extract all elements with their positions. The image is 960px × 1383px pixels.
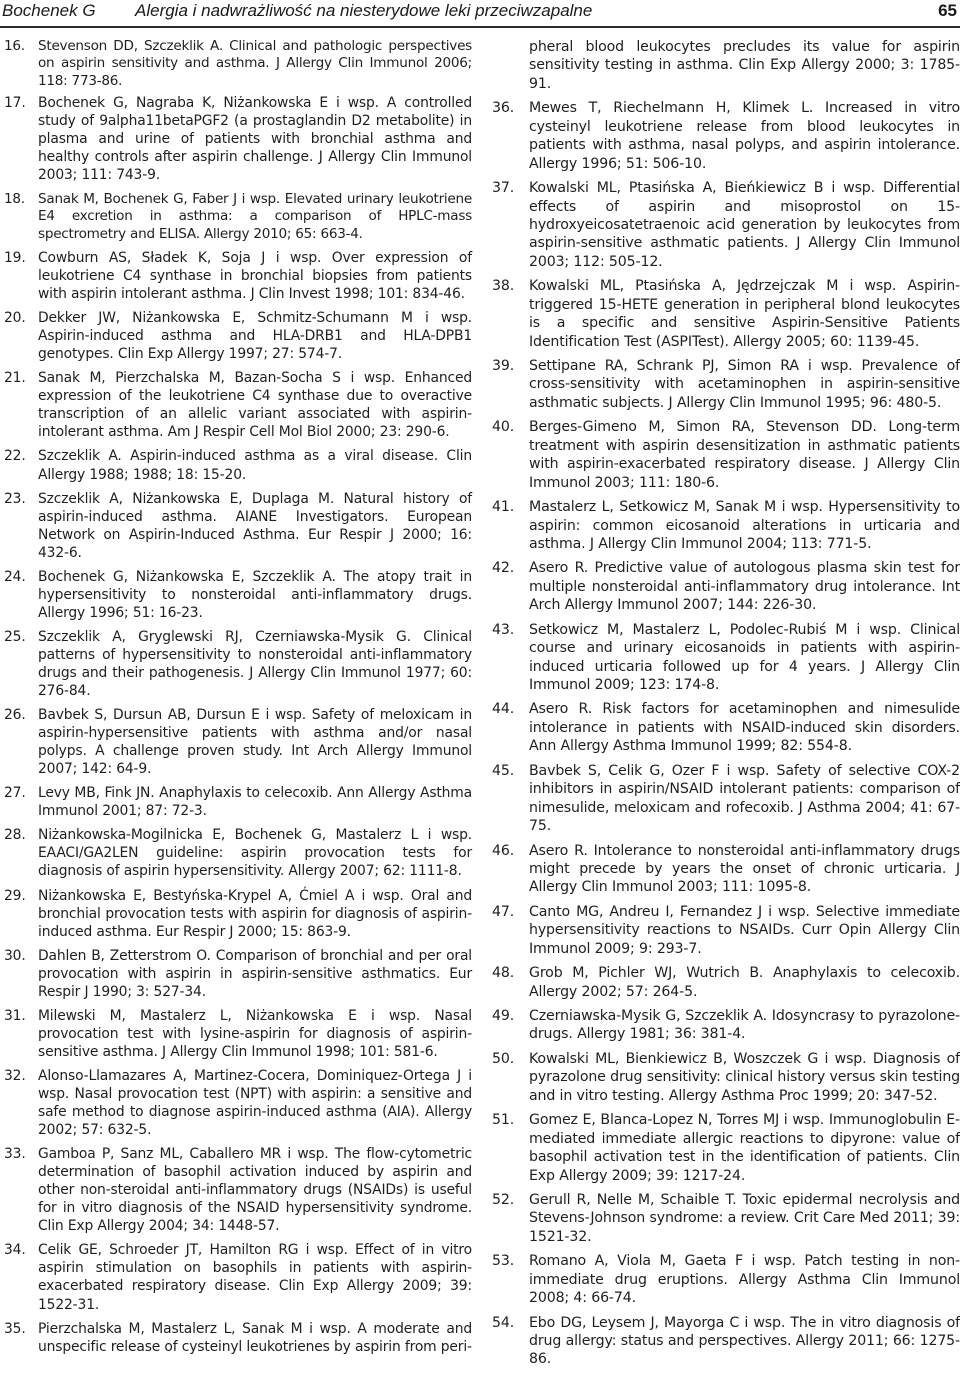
reference-item (0, 568, 472, 622)
reference-number: 52. (492, 1191, 515, 1208)
reference-item (492, 1191, 960, 1246)
reference-item (492, 1252, 960, 1307)
reference-item (0, 1320, 472, 1356)
reference-item (0, 191, 472, 243)
reference-number: 40. (492, 419, 515, 436)
reference-text: Szczeklik A, Niżankowska E, Duplaga M. Natural history of aspirin-induced asthma. AIANE Investigators. European Network on Aspirin-Induced Asthma. Eur Respir J 2000; 16: 432-6. (38, 490, 472, 561)
reference-number: 50. (492, 1050, 515, 1067)
reference-text: Niżankowska E, Bestyńska-Krypel A, Ćmiel A i wsp. Oral and bronchial provocation tests with aspirin for diagnosis of aspirin-induced asthma. Eur Respir J 2000; 15: 863-9. (38, 887, 472, 940)
reference-item (0, 94, 472, 184)
reference-item (0, 38, 472, 90)
reference-text: Niżankowska-Mogilnicka E, Bochenek G, Mastalerz L i wsp. EAACI/GA2LEN guideline: aspirin provocation tests for diagnosis of aspirin hypersensitivity. Allergy 2007; 62: 1111-8. (38, 827, 472, 880)
reference-number: 20. (4, 310, 26, 327)
reference-text: Czerniawska-Mysik G, Szczeklik A. Idosyncrasy to pyrazolone-drugs. Allergy 1981; 36: 381-4. (529, 1008, 960, 1043)
reference-number: 42. (492, 560, 515, 577)
reference-number: 35. (4, 1320, 26, 1337)
reference-number: 21. (4, 370, 26, 387)
reference-item (492, 38, 960, 93)
reference-text: Sanak M, Bochenek G, Faber J i wsp. Elevated urinary leukotriene E4 excretion in asthma: a comparison of HPLC-mass spectrometry and ELISA. Allergy 2010; 65: 663-4. (38, 191, 472, 242)
reference-number: 34. (4, 1242, 26, 1259)
reference-text: Alonso-Llamazares A, Martinez-Cocera, Dominiquez-Ortega J i wsp. Nasal provocation test (NPT) with aspirin: a sensitive and safe method to diagnose aspirin-induced asthma (AIA). Allergy 2002; 57: 632-5. (38, 1067, 472, 1139)
reference-number: 45. (492, 762, 515, 779)
reference-text: Ebo DG, Leysem J, Mayorga C i wsp. The in vitro diagnosis of drug allergy: status and perspectives. Allergy 2011; 66: 1275-86. (529, 1314, 960, 1368)
reference-item (0, 1145, 472, 1235)
reference-text: Szczeklik A. Aspirin-induced asthma as a viral disease. Clin Allergy 1988; 1988; 18: 15-20. (38, 448, 472, 483)
reference-number: 25. (4, 628, 26, 645)
reference-item (492, 964, 960, 1001)
reference-item (0, 1241, 472, 1313)
header-rule (0, 26, 960, 28)
reference-number: 37. (492, 180, 515, 197)
reference-number: 41. (492, 499, 515, 516)
reference-text: Pierzchalska M, Mastalerz L, Sanak M i wsp. A moderate and unspecific release of cysteinyl leukotrienes by aspirin from peri- (38, 1320, 472, 1355)
reference-text: Romano A, Viola M, Gaeta F i wsp. Patch testing in non-immediate drug eruptions. Allergy Asthma Clin Immunol 2008; 4: 66-74. (529, 1253, 960, 1307)
reference-text: Gomez E, Blanca-Lopez N, Torres MJ i wsp. Immunoglobulin E-mediated immediate allergic reactions to dipyrone: value of basophil activation test in the identification of patients. Clin Exp Allergy 2009; 39: 1217-24. (529, 1112, 960, 1184)
reference-text: Grob M, Pichler WJ, Wutrich B. Anaphylaxis to celecoxib. Allergy 2002; 57: 264-5. (529, 965, 960, 1000)
reference-text: Kowalski ML, Ptasińska A, Bieńkiewicz B i wsp. Differential effects of aspirin and misoprostol on 15-hydroxyeicosatetraenoic acid generation by leukocytes from aspirin-sensitive asthmatic patients. J Allergy Clin Immunol 2003; 112: 505-12. (529, 180, 960, 270)
reference-text: Bochenek G, Niżankowska E, Szczeklik A. The atopy trait in hypersensitivity to nonsteroidal anti-inflammatory drugs. Allergy 1996; 51: 16-23. (38, 568, 472, 621)
reference-number: 48. (492, 965, 515, 982)
reference-number: 19. (4, 250, 26, 267)
reference-text: Settipane RA, Schrank PJ, Simon RA i wsp. Prevalence of cross-sensitivity with acetaminophen in aspirin-sensitive asthmatic subjects. J Allergy Clin Immunol 1995; 96: 480-5. (529, 358, 960, 411)
reference-item (492, 277, 960, 351)
reference-text: Celik GE, Schroeder JT, Hamilton RG i wsp. Effect of in vitro aspirin stimulation on basophils in patients with aspirin-exacerbated respiratory disease. Clin Exp Allergy 2009; 39: 1522-31. (38, 1242, 472, 1313)
reference-text: Canto MG, Andreu I, Fernandez J i wsp. Selective immediate hypersensitivity reactions to NSAIDs. Curr Opin Allergy Clin Immunol 2009; 9: 293-7. (529, 903, 960, 957)
reference-number: 24. (4, 568, 26, 585)
reference-item (492, 1007, 960, 1044)
reference-item (0, 249, 472, 303)
reference-number: 54. (492, 1314, 515, 1331)
reference-text: Gerull R, Nelle M, Schaible T. Toxic epidermal necrolysis and Stevens-Johnson syndrome: a review. Crit Care Med 2011; 39: 1521-32. (529, 1191, 960, 1245)
reference-text: Sanak M, Pierzchalska M, Bazan-Socha S i wsp. Enhanced expression of the leukotriene C4 synthase due to overactive transcription of an allelic variant associated with aspirin-intolerant asthma. Am J Respir Cell Mol Biol 2000; 23: 290-6. (38, 370, 472, 441)
reference-item (0, 1007, 472, 1061)
reference-number: 29. (4, 887, 26, 904)
reference-text: pheral blood leukocytes precludes its value for aspirin sensitivity testing in asthma. Clin Exp Allergy 2000; 3: 1785-91. (529, 39, 960, 92)
reference-text: Asero R. Risk factors for acetaminophen and nimesulide intolerance in patients with NSAID-induced skin disorders. Ann Allergy Asthma Immunol 1999; 82: 554-8. (529, 701, 960, 755)
reference-item (492, 700, 960, 755)
reference-item (492, 99, 960, 173)
reference-number: 32. (4, 1067, 26, 1084)
reference-number: 36. (492, 100, 515, 117)
reference-text: Gamboa P, Sanz ML, Caballero MR i wsp. The flow-cytometric determination of basophil activation induced by aspirin and other non-steroidal anti-inflammatory drugs (NSAIDs) is useful for in vitro diagnosis of the NSAID hypersensitivity syndrome. Clin Exp Allergy 2004; 34: 1448-57. (38, 1146, 472, 1235)
reference-number: 33. (4, 1146, 26, 1163)
reference-text: Bavbek S, Dursun AB, Dursun E i wsp. Safety of meloxicam in aspirin-hypersensitive patients with asthma and/or nasal polyps. A challenge proven study. Int Arch Allergy Immunol 2007; 142: 64-9. (38, 707, 472, 778)
reference-item (492, 621, 960, 695)
reference-number: 26. (4, 707, 26, 724)
reference-item (0, 447, 472, 483)
reference-number: 43. (492, 621, 515, 638)
reference-number: 39. (492, 358, 515, 374)
reference-number: 47. (492, 903, 515, 920)
reference-number: 27. (4, 785, 26, 802)
reference-item (0, 706, 472, 778)
header-title: Alergia i nadwrażliwość na niesterydowe leki przeciwzapalne (135, 1, 593, 20)
reference-item (492, 762, 960, 836)
reference-number: 53. (492, 1253, 515, 1270)
reference-number: 51. (492, 1112, 515, 1129)
reference-item (492, 842, 960, 897)
reference-item (0, 887, 472, 941)
reference-text: Kowalski ML, Bienkiewicz B, Woszczek G i wsp. Diagnosis of pyrazolone drug sensitivity: clinical history versus skin testing and in vitro testing. Allergy Asthma Proc 1999; 20: 347-52. (529, 1050, 960, 1104)
reference-item (0, 784, 472, 820)
reference-item (492, 559, 960, 614)
reference-text: Berges-Gimeno M, Simon RA, Stevenson DD. Long-term treatment with aspirin desensitization in asthmatic patients with aspirin-exacerbated respiratory disease. J Allergy Clin Immunol 2003; 111: 180-6. (529, 419, 960, 491)
reference-number: 44. (492, 701, 515, 718)
reference-text: Mewes T, Riechelmann H, Klimek L. Increased in vitro cysteinyl leukotriene release from blood leukocytes in patients with asthma, nasal polyps, and aspirin intolerance. Allergy 1996; 51: 506-10. (529, 100, 960, 172)
reference-text: Dekker JW, Niżankowska E, Schmitz-Schumann M i wsp. Aspirin-induced asthma and HLA-DRB1 and HLA-DPB1 genotypes. Clin Exp Allergy 1997; 27: 574-7. (38, 310, 472, 363)
reference-item (0, 309, 472, 363)
reference-item (492, 1111, 960, 1185)
reference-text: Milewski M, Mastalerz L, Niżankowska E i wsp. Nasal provocation test with lysine-aspirin for diagnosis of aspirin-sensitive asthma. J Allergy Clin Immunol 1998; 101: 581-6. (38, 1007, 472, 1060)
reference-number: 28. (4, 827, 26, 844)
reference-item (492, 418, 960, 492)
reference-number: 30. (4, 947, 26, 964)
reference-text: Asero R. Intolerance to nonsteroidal anti-inflammatory drugs might precede by years the onset of chronic urticaria. J Allergy Clin Immunol 2003; 111: 1095-8. (529, 842, 960, 896)
reference-number: 22. (4, 448, 26, 465)
reference-text: Stevenson DD, Szczeklik A. Clinical and pathologic perspectives on aspirin sensitivity and asthma. J Allergy Clin Immunol 2006; 118: 773-86. (38, 38, 472, 89)
reference-item (492, 1050, 960, 1105)
reference-number: 16. (4, 38, 25, 54)
reference-item (492, 1314, 960, 1369)
reference-item (0, 826, 472, 880)
reference-text: Dahlen B, Zetterstrom O. Comparison of bronchial and per oral provocation with aspirin in aspirin-sensitive asthmatics. Eur Respir J 1990; 3: 527-34. (38, 947, 472, 1000)
reference-text: Cowburn AS, Sładek K, Soja J i wsp. Over expression of leukotriene C4 synthase in bronchial biopsies from patients with aspirin intolerant asthma. J Clin Invest 1998; 101: 834-46. (38, 250, 472, 303)
references-right-column (492, 38, 960, 1369)
reference-number: 38. (492, 278, 515, 295)
reference-text: Asero R. Predictive value of autologous plasma skin test for multiple nonsteroidal anti-inflammatory drug intolerance. Int Arch Allergy Immunol 2007; 144: 226-30. (529, 560, 960, 614)
reference-item (0, 947, 472, 1001)
running-header (0, 0, 960, 27)
reference-item (492, 498, 960, 553)
reference-number: 18. (4, 191, 25, 208)
page-number: 65 (938, 1, 957, 20)
reference-text: Bavbek S, Celik G, Ozer F i wsp. Safety of selective COX-2 inhibitors in aspirin/NSAID intolerant patients: comparison of nimesulide, meloxicam and rofecoxib. J Asthma 2004; 41: 67-75. (529, 762, 960, 835)
reference-item (0, 628, 472, 700)
reference-item (492, 357, 960, 412)
reference-text: Szczeklik A, Gryglewski RJ, Czerniawska-Mysik G. Clinical patterns of hypersensitivity to nonsteroidal anti-inflammatory drugs and their pathogenesis. J Allergy Clin Immunol 1977; 60: 276-84. (38, 628, 472, 700)
reference-number: 31. (4, 1007, 26, 1024)
reference-text: Setkowicz M, Mastalerz L, Podolec-Rubiś M i wsp. Clinical course and urinary eicosanoids in patients with aspirin-induced urticaria followed up for 4 years. J Allergy Clin Immunol 2009; 123: 174-8. (529, 621, 960, 693)
reference-number: 49. (492, 1008, 515, 1024)
reference-text: Bochenek G, Nagraba K, Niżankowska E i wsp. A controlled study of 9alpha11betaPGF2 (a prostaglandin D2 metabolite) in plasma and urine of patients with bronchial asthma and healthy controls after aspirin challenge. J Allergy Clin Immunol 2003; 111: 743-9. (38, 94, 472, 184)
reference-text: Mastalerz L, Setkowicz M, Sanak M i wsp. Hypersensitivity to aspirin: common eicosanoid alterations in urticaria and asthma. J Allergy Clin Immunol 2004; 113: 771-5. (529, 499, 960, 552)
reference-item (0, 490, 472, 562)
reference-number: 23. (4, 490, 26, 507)
references-left-column (0, 38, 472, 1356)
reference-item (492, 179, 960, 271)
reference-item (0, 369, 472, 441)
reference-item (492, 903, 960, 958)
reference-text: Kowalski ML, Ptasińska A, Jędrzejczak M i wsp. Aspirin-triggered 15-HETE generation in peripheral blond leukocytes is a specific and sensitive Aspirin-Sensitive Patients Identification Test (ASPITest). Allergy 2005; 60: 1139-45. (529, 278, 960, 350)
header-author: Bochenek G (2, 1, 96, 20)
reference-item (0, 1067, 472, 1139)
reference-text: Levy MB, Fink JN. Anaphylaxis to celecoxib. Ann Allergy Asthma Immunol 2001; 87: 72-3. (38, 785, 472, 820)
reference-number: 46. (492, 842, 515, 859)
reference-number: 17. (4, 94, 26, 111)
